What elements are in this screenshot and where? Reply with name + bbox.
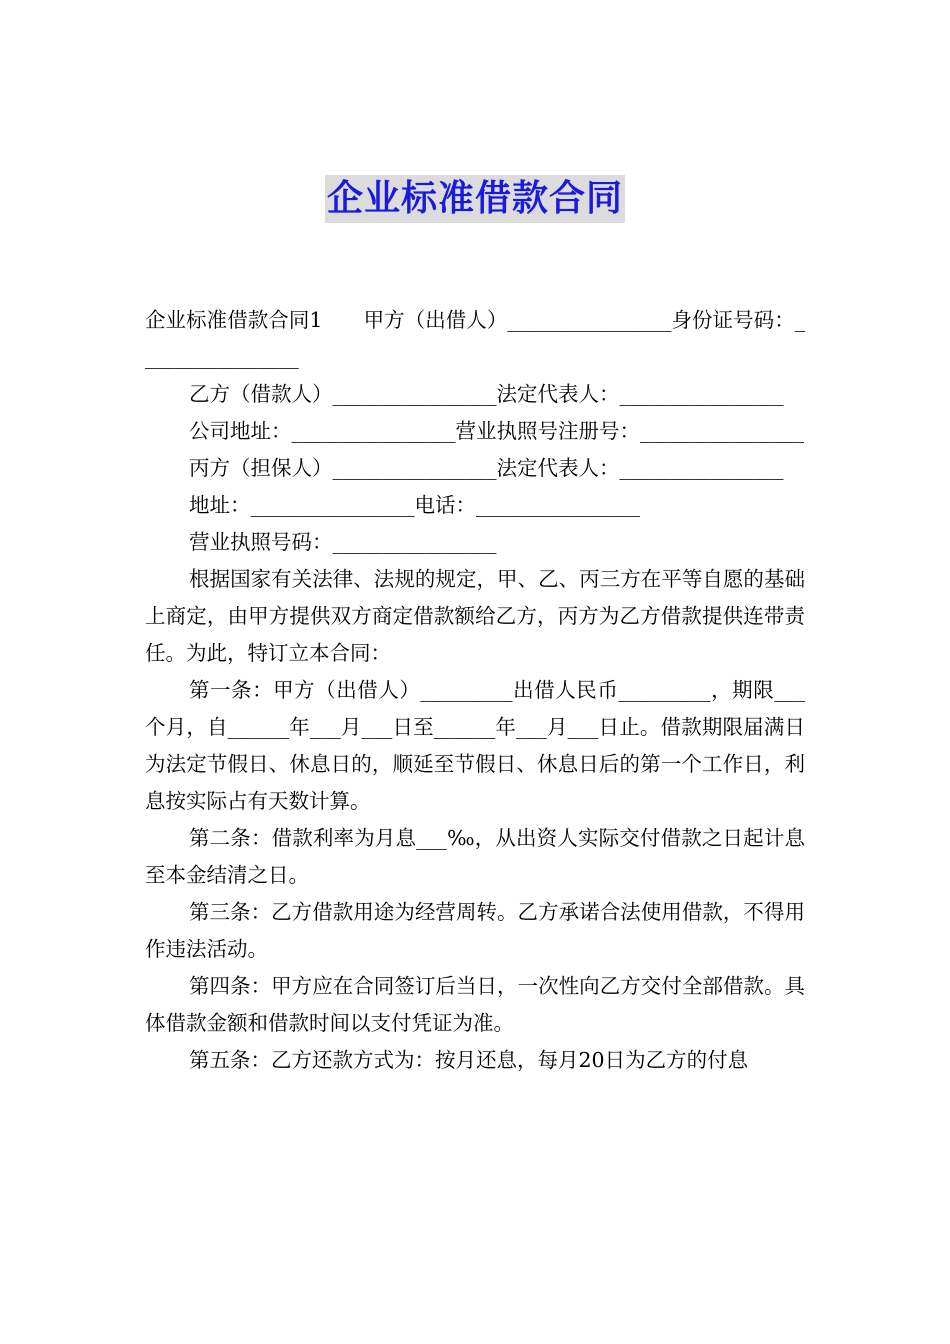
paragraph-parties-lender: 企业标准借款合同1 甲方（出借人）________________身份证号码：________________	[145, 308, 805, 369]
paragraph-license-number: 营业执照号码：________________	[189, 530, 497, 554]
paragraph-article-3: 第三条：乙方借款用途为经营周转。乙方承诺合法使用借款，不得用作违法活动。	[145, 900, 805, 961]
document-body	[145, 302, 805, 1079]
paragraph-article-4: 第四条：甲方应在合同签订后当日，一次性向乙方交付全部借款。具体借款金额和借款时间以支付凭证为准。	[145, 974, 805, 1035]
paragraph-guarantor: 丙方（担保人）________________法定代表人：________________	[189, 456, 784, 480]
paragraph-company-address: 公司地址：________________营业执照号注册号：________________	[189, 419, 804, 443]
paragraph-article-2: 第二条：借款利率为月息___‰，从出资人实际交付借款之日起计息至本金结清之日。	[145, 826, 805, 887]
document-title: 企业标准借款合同	[325, 175, 625, 223]
paragraph-borrower: 乙方（借款人）________________法定代表人：________________	[189, 382, 784, 406]
paragraph-article-5: 第五条：乙方还款方式为：按月还息，每月20日为乙方的付息	[189, 1048, 749, 1072]
paragraph-article-1: 第一条：甲方（出借人）_________出借人民币_________，期限___个月，自______年___月___日至______年___月___日止。借款期限届满日为法定节假日、休息日的，顺延至节假日、休息日后的第一个工作日，利息按实际占有天数计算。	[145, 678, 805, 813]
paragraph-preamble: 根据国家有关法律、法规的规定，甲、乙、丙三方在平等自愿的基础上商定，由甲方提供双方商定借款额给乙方，丙方为乙方借款提供连带责任。为此，特订立本合同：	[145, 567, 805, 665]
title-wrap	[0, 175, 950, 223]
paragraph-address-phone: 地址：________________电话：________________	[189, 493, 640, 517]
